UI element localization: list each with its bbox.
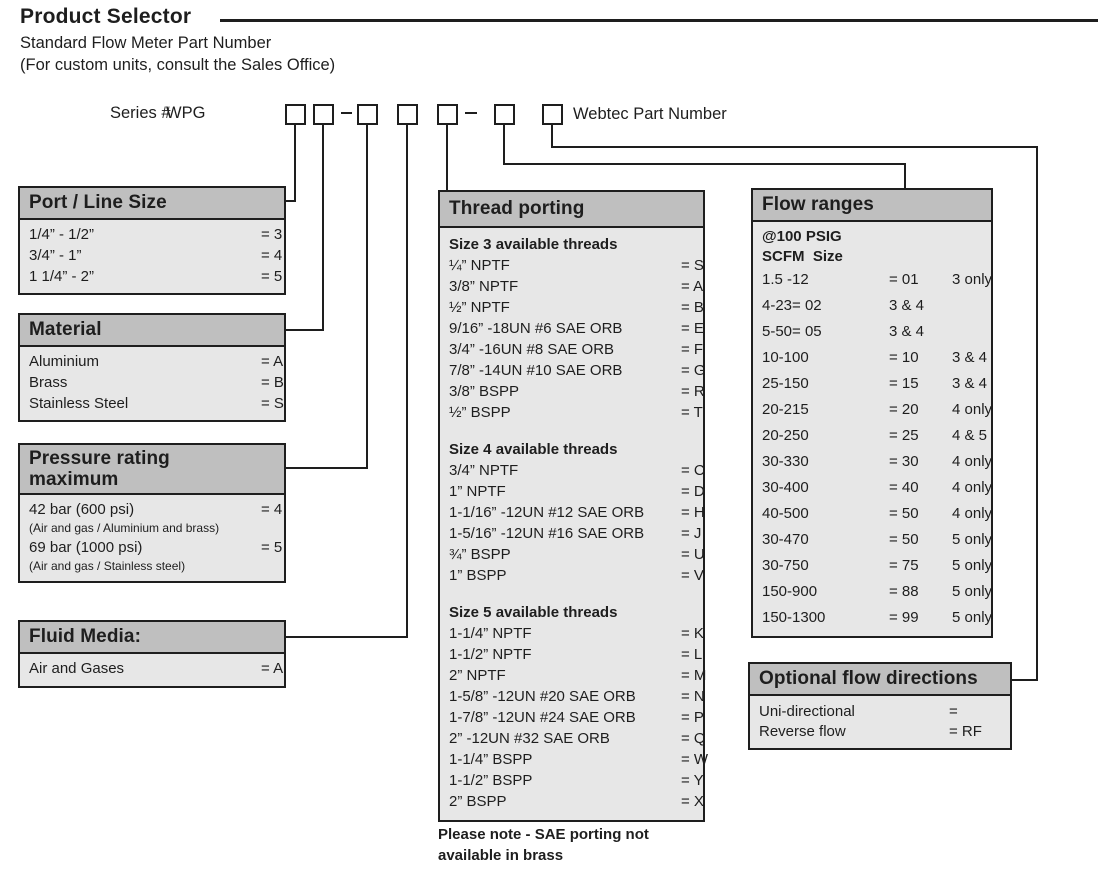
part-number-box-3 (357, 104, 378, 125)
panel-pressure-rating (18, 443, 286, 583)
row-label: 3/4” - 1” (29, 247, 82, 264)
table-row (29, 372, 284, 393)
table-row (29, 224, 283, 245)
row-label: 1/4” - 1/2” (29, 226, 95, 243)
row-code: = K (681, 625, 704, 642)
pressure-title-line-2: maximum (29, 469, 119, 490)
connector-fluid-h (286, 636, 408, 638)
connector-thread-v (446, 125, 448, 190)
connector-fluid-v (406, 125, 408, 638)
row-sizes: 5 only (952, 557, 993, 574)
table-row (449, 644, 703, 665)
table-row (449, 255, 704, 276)
row-code: = 88 (889, 583, 919, 600)
row-code: = T (681, 404, 703, 421)
row-code: = A (261, 353, 284, 370)
row-code: = B (681, 299, 704, 316)
table-row (29, 351, 284, 372)
row-code: 3 & 4 (889, 323, 925, 340)
table-row (449, 544, 705, 565)
row-code: = L (681, 646, 703, 663)
row-code: = C (681, 462, 705, 479)
row-label: ½” BSPP (449, 404, 511, 421)
row-range: 150-900 (762, 583, 818, 600)
table-row (29, 499, 283, 520)
part-number-box-4 (397, 104, 418, 125)
sae-porting-note-line-2: available in brass (438, 847, 564, 864)
row-sizes: 3 & 4 (952, 375, 988, 392)
row-label: Air and Gases (29, 660, 125, 677)
row-range: 20-215 (762, 401, 809, 418)
row-range: 20-250 (762, 427, 809, 444)
row-sizes: 5 only (952, 609, 993, 626)
row-code: = E (681, 320, 704, 337)
row-code: = 75 (889, 557, 919, 574)
table-row (449, 791, 704, 812)
row-label: Stainless Steel (29, 395, 129, 412)
row-label: Brass (29, 374, 68, 391)
row-code: = P (681, 709, 704, 726)
panel-pressure-rating-body (20, 495, 284, 581)
table-row (762, 319, 982, 345)
row-sizes: 4 only (952, 453, 993, 470)
table-row (449, 686, 705, 707)
table-row (762, 423, 988, 449)
row-range: 30-330 (762, 453, 809, 470)
table-row (762, 475, 993, 501)
row-code: = D (681, 483, 705, 500)
section-heading: Size 4 available threads (449, 441, 618, 458)
table-row (762, 345, 988, 371)
panel-thread-porting (438, 190, 709, 822)
table-row (449, 749, 709, 770)
row-code: = M (681, 667, 707, 684)
row-sizes: 4 & 5 (952, 427, 988, 444)
page-title: Product Selector (20, 5, 192, 28)
row-code: = H (681, 504, 705, 521)
row-sizes: 4 only (952, 505, 993, 522)
flow-rows (762, 267, 993, 631)
table-row (762, 397, 993, 423)
part-number-box-7 (542, 104, 563, 125)
table-row (449, 565, 704, 586)
row-label: 3/8” BSPP (449, 383, 520, 400)
panel-thread-porting-title: Thread porting (440, 192, 703, 228)
panel-optional-flow-directions-title: Optional flow directions (750, 664, 1010, 696)
panel-material-title: Material (20, 315, 284, 347)
table-row (29, 393, 284, 414)
row-range: 25-150 (762, 375, 809, 392)
row-code: = B (261, 374, 284, 391)
row-label: 3/4” -16UN #8 SAE ORB (449, 341, 615, 358)
table-row (762, 293, 982, 319)
table-row (449, 318, 704, 339)
panel-thread-porting-body (440, 228, 709, 820)
panel-flow-ranges (751, 188, 993, 638)
connector-flow-v1 (503, 125, 505, 165)
table-row (762, 449, 993, 475)
row-note: (Air and gas / Aluminium and brass) (29, 521, 220, 535)
row-label: 1-7/8” -12UN #24 SAE ORB (449, 709, 636, 726)
row-label: 1-1/4” NPTF (449, 625, 532, 642)
row-range: 30-750 (762, 557, 809, 574)
row-sizes: 4 only (952, 401, 993, 418)
panel-optional-flow-directions-body (750, 696, 1010, 748)
row-code: = 15 (889, 375, 919, 392)
table-row (762, 605, 993, 631)
row-code: = 50 (889, 531, 919, 548)
table-row (449, 460, 705, 481)
sae-porting-note-line-1: Please note - SAE porting not (438, 826, 649, 843)
table-row (29, 266, 283, 287)
row-code: = 5 (261, 268, 283, 285)
row-code: = 20 (889, 401, 919, 418)
row-label: 2” NPTF (449, 667, 506, 684)
part-number-box-6 (494, 104, 515, 125)
part-number-box-1 (285, 104, 306, 125)
row-label: 1” NPTF (449, 483, 506, 500)
connector-optional-h1 (551, 146, 1038, 148)
table-row (449, 360, 706, 381)
connector-pressure-v (366, 125, 368, 469)
thread-section (449, 602, 709, 812)
connector-flow-h (503, 163, 906, 165)
table-row (449, 770, 704, 791)
row-code: = W (681, 751, 709, 768)
row-range: 30-400 (762, 479, 809, 496)
subtitle-line-2: (For custom units, consult the Sales Office) (20, 56, 336, 74)
table-row (449, 339, 704, 360)
row-label: 1-1/4” BSPP (449, 751, 533, 768)
row-code: = A (261, 660, 284, 677)
row-label: ¼” NPTF (449, 257, 510, 274)
row-code: = 50 (889, 505, 919, 522)
row-range: 5-50= 05 (762, 323, 822, 340)
connector-material-h (286, 329, 324, 331)
subtitle-line-1: Standard Flow Meter Part Number (20, 34, 272, 52)
row-code: = A (681, 278, 704, 295)
row-code: = J (681, 525, 702, 542)
row-label: Aluminium (29, 353, 100, 370)
row-label: 2” -12UN #32 SAE ORB (449, 730, 610, 747)
row-label: 3/4” NPTF (449, 462, 519, 479)
flow-subhead-scfm-size: SCFM Size (762, 248, 843, 265)
row-code: = 10 (889, 349, 919, 366)
section-heading: Size 3 available threads (449, 236, 618, 253)
table-row (449, 481, 705, 502)
table-row (449, 665, 707, 686)
row-code: = R (681, 383, 705, 400)
row-label: 1 1/4” - 2” (29, 268, 95, 285)
table-row (449, 707, 704, 728)
row-sizes: 4 only (952, 479, 993, 496)
panel-fluid-media-title: Fluid Media: (20, 622, 284, 654)
table-row (449, 381, 705, 402)
part-number-box-2 (313, 104, 334, 125)
row-code: = RF (949, 723, 982, 740)
panel-port-line-size-body (20, 220, 284, 293)
row-label: 1-5/16” -12UN #16 SAE ORB (449, 525, 645, 542)
connector-optional-h2 (1012, 679, 1038, 681)
row-code: = G (681, 362, 706, 379)
connector-material-v (322, 125, 324, 331)
table-row (449, 728, 706, 749)
part-number-dash-1 (341, 112, 352, 114)
row-label: 2” BSPP (449, 793, 507, 810)
connector-port-v (294, 125, 296, 202)
table-row (759, 722, 1001, 742)
table-row (449, 502, 705, 523)
row-code: = 5 (261, 539, 283, 556)
series-label: Series # (110, 104, 171, 122)
row-label: Uni-directional (759, 703, 855, 720)
panel-material (18, 313, 286, 422)
row-label: 1-1/2” BSPP (449, 772, 533, 789)
panel-flow-ranges-body (753, 222, 991, 636)
table-row (449, 402, 703, 423)
table-row (449, 276, 704, 297)
row-range: 4-23= 02 (762, 297, 822, 314)
thread-section (449, 439, 705, 586)
row-code: = 40 (889, 479, 919, 496)
row-code: = (949, 703, 958, 720)
row-note: (Air and gas / Stainless steel) (29, 559, 186, 573)
table-row (29, 245, 283, 266)
row-code: = 01 (889, 271, 919, 288)
part-number-box-5 (437, 104, 458, 125)
row-code: = V (681, 567, 704, 584)
row-range: 10-100 (762, 349, 809, 366)
table-row (762, 267, 993, 293)
row-label: 7/8” -14UN #10 SAE ORB (449, 362, 623, 379)
row-range: 150-1300 (762, 609, 826, 626)
connector-flow-v2 (904, 163, 906, 190)
row-sizes: 3 & 4 (952, 349, 988, 366)
table-row (762, 579, 993, 605)
table-row (449, 297, 704, 318)
table-row (762, 527, 993, 553)
row-label: ½” NPTF (449, 299, 510, 316)
connector-optional-v1 (551, 125, 553, 148)
row-code: = X (681, 793, 704, 810)
connector-port-h (286, 200, 296, 202)
row-code: = 4 (261, 501, 283, 518)
panel-material-body (20, 347, 284, 420)
row-range: 40-500 (762, 505, 809, 522)
part-number-dash-2 (465, 112, 477, 114)
panel-fluid-media (18, 620, 286, 688)
row-code: = U (681, 546, 705, 563)
table-row (762, 553, 993, 579)
row-code: = Y (681, 772, 704, 789)
table-row (29, 658, 284, 680)
row-sizes: 5 only (952, 531, 993, 548)
table-row (29, 537, 283, 558)
part-number-label: Webtec Part Number (573, 105, 727, 123)
section-heading: Size 5 available threads (449, 604, 618, 621)
row-range: 30-470 (762, 531, 809, 548)
panel-optional-flow-directions (748, 662, 1012, 750)
title-rule (220, 19, 1098, 22)
table-row (759, 702, 1001, 722)
row-code: = F (681, 341, 704, 358)
panel-flow-ranges-title: Flow ranges (753, 190, 991, 222)
row-code: = 30 (889, 453, 919, 470)
flow-subhead-psig: @100 PSIG (762, 228, 842, 245)
row-label: 9/16” -18UN #6 SAE ORB (449, 320, 623, 337)
panel-port-line-size-title: Port / Line Size (20, 188, 284, 220)
panel-pressure-rating-title (20, 445, 284, 495)
row-label: 1” BSPP (449, 567, 507, 584)
row-label: Reverse flow (759, 723, 846, 740)
row-sizes: 5 only (952, 583, 993, 600)
sae-porting-note (438, 824, 649, 866)
row-code: = 99 (889, 609, 919, 626)
connector-optional-v2 (1036, 146, 1038, 681)
row-label: 1-1/16” -12UN #12 SAE ORB (449, 504, 645, 521)
row-code: = S (681, 257, 704, 274)
table-row (449, 523, 702, 544)
row-label: 42 bar (600 psi) (29, 501, 135, 518)
table-row (762, 501, 993, 527)
panel-port-line-size (18, 186, 286, 295)
row-code: 3 & 4 (889, 297, 925, 314)
row-code: = Q (681, 730, 706, 747)
table-row (449, 623, 704, 644)
row-label: 69 bar (1000 psi) (29, 539, 143, 556)
series-prefix: WPG (166, 104, 206, 122)
thread-section (449, 234, 706, 423)
row-code: = N (681, 688, 705, 705)
pressure-title-line-1: Pressure rating (29, 448, 170, 469)
row-label: 1-1/2” NPTF (449, 646, 532, 663)
row-label: ¾” BSPP (449, 546, 511, 563)
table-row (762, 371, 988, 397)
connector-pressure-h (286, 467, 368, 469)
row-code: = S (261, 395, 284, 412)
row-range: 1.5 -12 (762, 271, 809, 288)
row-label: 3/8” NPTF (449, 278, 519, 295)
row-label: 1-5/8” -12UN #20 SAE ORB (449, 688, 636, 705)
panel-fluid-media-body (20, 654, 284, 686)
row-code: = 3 (261, 226, 283, 243)
row-code: = 25 (889, 427, 919, 444)
row-sizes: 3 only (952, 271, 993, 288)
row-code: = 4 (261, 247, 283, 264)
